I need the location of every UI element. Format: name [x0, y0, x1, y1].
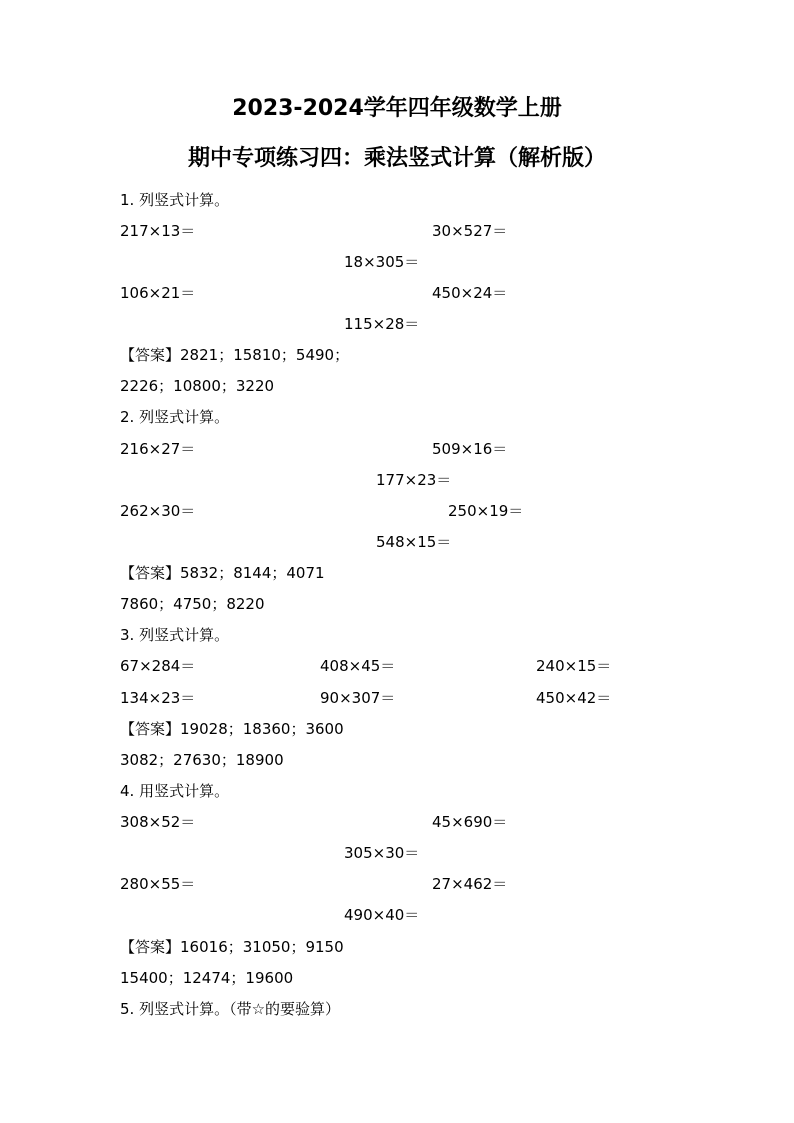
problem: 30×527＝ — [432, 222, 508, 240]
problem: 408×45＝ — [320, 657, 396, 675]
section-3-heading: 3. 列竖式计算。 — [120, 626, 230, 644]
problem: 115×28＝ — [344, 315, 420, 333]
section-2-heading: 2. 列竖式计算。 — [120, 408, 230, 426]
problem: 106×21＝ — [120, 284, 196, 302]
problem: 45×690＝ — [432, 813, 508, 831]
problem: 217×13＝ — [120, 222, 196, 240]
answer-tag: 【答案】 — [120, 564, 181, 582]
answer-tag: 【答案】 — [120, 346, 181, 364]
answer-values: 5832；8144；4071 — [180, 564, 325, 582]
problem: 548×15＝ — [376, 533, 452, 551]
problem: 177×23＝ — [376, 471, 452, 489]
section-5-heading: 5. 列竖式计算。（带☆的要验算） — [120, 1000, 341, 1018]
answer-tag: 【答案】 — [120, 938, 181, 956]
problem: 18×305＝ — [344, 253, 420, 271]
problem: 308×52＝ — [120, 813, 196, 831]
answer-line — [120, 345, 349, 365]
problem: 134×23＝ — [120, 689, 196, 707]
document-title: 2023-2024学年四年级数学上册 — [232, 96, 562, 121]
answer-values: 2821；15810；5490； — [180, 346, 350, 364]
answer-values: 15400；12474；19600 — [120, 969, 294, 987]
problem: 216×27＝ — [120, 440, 196, 458]
problem: 509×16＝ — [432, 440, 508, 458]
section-4-heading: 4. 用竖式计算。 — [120, 782, 230, 800]
section-1-heading: 1. 列竖式计算。 — [120, 191, 230, 209]
answer-line — [120, 563, 325, 583]
answer-values: 7860；4750；8220 — [120, 595, 265, 613]
answer-values: 19028；18360；3600 — [180, 720, 344, 738]
answer-line — [120, 719, 344, 739]
problem: 67×284＝ — [120, 657, 196, 675]
answer-values: 2226；10800；3220 — [120, 377, 275, 395]
problem: 280×55＝ — [120, 875, 196, 893]
problem: 450×24＝ — [432, 284, 508, 302]
answer-tag: 【答案】 — [120, 720, 181, 738]
problem: 27×462＝ — [432, 875, 508, 893]
answer-line — [120, 937, 344, 957]
problem: 450×42＝ — [536, 689, 612, 707]
answer-values: 16016；31050；9150 — [180, 938, 344, 956]
problem: 90×307＝ — [320, 689, 396, 707]
answer-values: 3082；27630；18900 — [120, 751, 284, 769]
document-subtitle: 期中专项练习四：乘法竖式计算（解析版） — [187, 146, 606, 171]
problem: 305×30＝ — [344, 844, 420, 862]
problem: 240×15＝ — [536, 657, 612, 675]
problem: 262×30＝ — [120, 502, 196, 520]
problem: 490×40＝ — [344, 906, 420, 924]
problem: 250×19＝ — [448, 502, 524, 520]
